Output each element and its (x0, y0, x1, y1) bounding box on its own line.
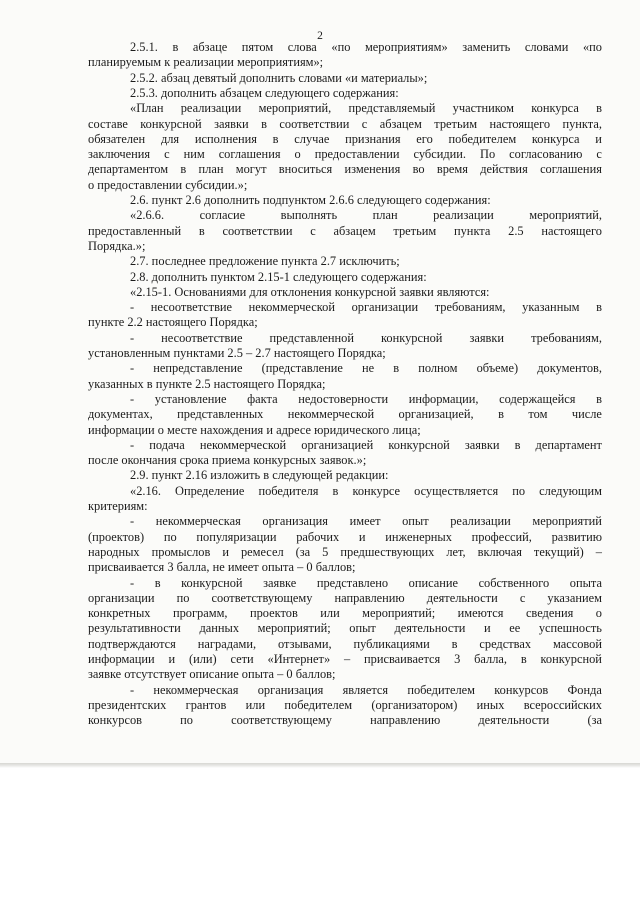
text-word: всероссийских (523, 697, 602, 712)
text-word: популяризации (196, 529, 277, 544)
text-line: после окончания срока приема конкурсных заявок.»; (88, 453, 367, 468)
text-word: выполнять (280, 208, 338, 223)
text-word: некоммерческой (287, 407, 375, 422)
text-word: документах, (88, 407, 153, 422)
text-word: организация (257, 682, 324, 697)
text-line: установленным пунктами 2.5 – 2.7 настоящего Порядка; (88, 346, 386, 360)
text-word: ним (183, 147, 205, 162)
text-word: рабочих (296, 529, 340, 544)
text-word: организацией (301, 437, 374, 452)
text-line: 2.5.3. дополнить абзацем следующего содержания: (130, 85, 399, 100)
text-word: По (480, 147, 496, 162)
text-line (130, 392, 602, 407)
text-word: результативности (88, 621, 181, 636)
text-line (88, 637, 602, 652)
text-word: согласие (199, 208, 246, 223)
text-word: обязателен (88, 131, 146, 146)
text-word: в (451, 636, 458, 651)
text-word: победителя (258, 483, 319, 498)
text-word: народных (88, 544, 140, 559)
text-word: направлению (370, 713, 441, 728)
text-word: по (512, 483, 526, 498)
text-word: объеме) (476, 361, 519, 376)
text-word: настоящего (541, 223, 602, 238)
text-word: текущий) (533, 544, 584, 559)
text-word: недостоверности (298, 391, 389, 406)
text-word: план (372, 208, 398, 223)
text-word: абзацем (333, 223, 376, 238)
text-word: участником (452, 101, 514, 116)
text-word: в (272, 131, 279, 146)
text-word: деятельности (478, 713, 550, 728)
text-line: указанных в пункте 2.5 настоящего Порядка; (88, 376, 326, 391)
text-word: департамент (535, 437, 602, 452)
text-word: требованиям, (531, 330, 602, 345)
text-line (130, 484, 602, 499)
text-word: публикациями (353, 636, 430, 651)
text-word: победителем (284, 697, 353, 712)
text-word: в (596, 391, 602, 406)
text-word: описание (408, 575, 458, 590)
text-line: 2.5.2. абзац девятый дополнить словами «и материалы»; (130, 70, 428, 85)
text-word: реализации (450, 514, 511, 529)
text-word: - (130, 682, 135, 697)
text-word: конкурсов (494, 682, 549, 697)
text-word: проектов (249, 606, 298, 621)
text-word: абзацем (379, 116, 422, 131)
text-word: с (361, 116, 368, 131)
text-line (130, 514, 602, 529)
text-word: том (528, 407, 548, 422)
text-line (130, 361, 602, 376)
text-word: мероприятий, (529, 208, 602, 223)
text-word: о (294, 147, 301, 162)
text-word: в (596, 101, 602, 116)
text-word: время (436, 162, 468, 177)
text-word: заявке (263, 575, 297, 590)
text-word: в (154, 575, 161, 590)
text-word: и (358, 529, 366, 544)
text-word: деятельности (426, 590, 498, 605)
text-word: массовой (552, 636, 602, 651)
text-word: – (343, 652, 351, 666)
text-word: составе (88, 116, 128, 131)
text-word: третьим (393, 223, 437, 238)
text-word: конкретных (88, 606, 151, 621)
text-word: сведения (525, 606, 574, 621)
text-word: грантов (185, 697, 227, 712)
text-word: установление (154, 391, 227, 406)
text-line: Порядка.»; (88, 238, 146, 253)
text-word: конкурса (531, 101, 579, 116)
text-line (88, 132, 602, 147)
text-word: для (160, 131, 180, 146)
text-word: Определение (175, 483, 245, 498)
text-word: осуществляется (414, 483, 499, 498)
text-word: непредставление (153, 361, 243, 376)
text-word: соответствующему (231, 713, 332, 728)
text-line: пункте 2.2 настоящего Порядка; (88, 315, 258, 330)
text-word: - (130, 575, 135, 590)
text-word: опыта (569, 575, 602, 590)
text-word: в (180, 162, 187, 177)
text-line: 2.7. последнее предложение пункта 2.7 исключить; (130, 254, 400, 269)
text-word: случае (294, 131, 330, 146)
text-word: конкурсной (540, 652, 602, 666)
text-word: (проектов) (88, 529, 145, 544)
text-word: сети (230, 652, 254, 666)
text-word: и (484, 621, 491, 636)
text-word: некоммерческая (155, 514, 241, 529)
text-word: несоответствие (161, 330, 243, 345)
text-word: «План (130, 101, 164, 116)
text-line (130, 40, 602, 55)
text-word: пункта (453, 223, 491, 238)
text-word: и (595, 131, 602, 146)
text-word: конкурсе (352, 483, 401, 498)
text-word: требованиям, (434, 300, 506, 315)
text-line (88, 606, 602, 621)
text-word: ремесел (240, 544, 284, 559)
text-line (88, 162, 602, 177)
text-word: некоммерческой (199, 437, 287, 452)
text-word: заключения (88, 147, 151, 162)
text-word: в (514, 437, 521, 452)
text-word: информации, (408, 391, 479, 406)
text-word: данных (199, 621, 240, 636)
text-word: собственного (478, 575, 550, 590)
text-word: 2.5 (508, 223, 524, 238)
text-word: - (130, 437, 135, 452)
text-line: 2.8. дополнить пунктом 2.15-1 следующего содержания: (130, 269, 427, 284)
text-line (88, 652, 602, 667)
text-word: (представление (261, 361, 343, 376)
text-word: средствах (479, 636, 532, 651)
text-word: по (176, 590, 190, 605)
text-word: лет, (446, 544, 466, 559)
text-word: (за (587, 713, 602, 728)
text-word: имеются (457, 606, 504, 621)
text-word: следующим (539, 483, 602, 498)
text-word: слова (287, 40, 317, 54)
text-word: с (310, 223, 316, 238)
text-word: его (416, 131, 433, 146)
text-line: 2.6. пункт 2.6 дополнить подпунктом 2.6.6 следующего содержания: (130, 193, 491, 207)
text-word: некоммерческая (153, 682, 239, 697)
text-word: организация (262, 514, 329, 529)
text-word: мероприятиям» (364, 40, 448, 54)
text-word: и (168, 652, 176, 666)
text-word: мероприятий, (258, 101, 332, 116)
text-word: мероприятий (532, 514, 602, 529)
text-word: или (320, 606, 340, 621)
text-word: подача (149, 437, 185, 452)
text-word: «по (582, 40, 602, 54)
text-line (88, 530, 602, 545)
text-word: присваивается (364, 652, 441, 666)
text-line (88, 713, 602, 728)
text-line (88, 407, 602, 422)
text-word: соответствии (279, 116, 350, 131)
text-word: представленных (177, 407, 264, 422)
text-word: словами (524, 40, 569, 54)
text-word: - (130, 514, 135, 529)
text-word: соответствии (222, 223, 293, 238)
text-word: конкурсной (388, 437, 450, 452)
text-word: соглашения (540, 162, 602, 177)
text-word: организации (88, 590, 155, 605)
text-word: конкурсной (181, 575, 243, 590)
text-word: отзывами, (277, 636, 332, 651)
text-word: реализации (433, 208, 494, 223)
text-line: присваивается 3 балла, не имеет опыта – 0 баллов; (88, 560, 356, 575)
text-word: (организатором) (371, 697, 458, 712)
text-word: указанием (547, 590, 602, 605)
text-word: заявки (464, 437, 500, 452)
text-word: числе (571, 407, 602, 422)
text-word: полном (418, 361, 458, 376)
text-line (130, 300, 602, 315)
text-word: 5 (322, 544, 329, 559)
text-word: в (596, 300, 602, 315)
text-word: предоставленный (88, 223, 182, 238)
text-word: мероприятий; (362, 606, 436, 621)
text-word: могут (235, 162, 267, 177)
text-word: информации (88, 652, 155, 666)
text-line: «2.15-1. Основаниями для отклонения конкурсной заявки являются: (130, 284, 490, 299)
text-word: победителем (407, 682, 476, 697)
text-word: о (595, 606, 602, 621)
text-word: «2.6.6. (130, 208, 165, 223)
text-word: соответствующему (211, 590, 313, 605)
text-word: с (519, 590, 526, 605)
text-line: 2.9. пункт 2.16 изложить в следующей редакции: (130, 468, 389, 483)
text-line (88, 698, 602, 713)
text-word: с (596, 147, 602, 162)
text-word: программ, (172, 606, 228, 621)
text-word: по (180, 713, 193, 728)
text-word: заявки (469, 330, 505, 345)
text-word: пункта, (562, 116, 602, 131)
text-word: в (198, 223, 205, 238)
text-line (88, 147, 602, 162)
text-word: содержащейся (499, 391, 576, 406)
text-word: организации (351, 300, 419, 315)
text-word: направлению (334, 590, 405, 605)
text-word: наградами, (197, 636, 257, 651)
text-word: ее (509, 621, 521, 636)
scan-bottom-edge (0, 763, 640, 768)
text-word: - (130, 330, 135, 345)
text-line (130, 438, 602, 453)
text-word: балла, (474, 652, 507, 666)
text-word: президентских (88, 697, 167, 712)
text-word: в (498, 407, 504, 422)
page-number: 2 (317, 30, 323, 42)
text-word: признания (345, 131, 401, 146)
text-word: конкурсов (88, 713, 142, 728)
text-line (130, 208, 602, 223)
text-word: «Интернет» (267, 652, 331, 666)
text-word: – (595, 544, 602, 559)
text-word: и (222, 544, 229, 559)
text-line (130, 101, 602, 116)
text-word: план (198, 162, 224, 177)
text-line: информации о месте нахождения и адресе юридического лица; (88, 422, 421, 437)
text-line (88, 117, 602, 132)
text-word: конкурсной (140, 116, 202, 131)
text-word: победителем (448, 131, 517, 146)
text-word: или (245, 697, 266, 712)
text-word: имеет (349, 514, 381, 529)
text-word: (или) (188, 652, 217, 666)
text-word: Фонда (567, 682, 602, 697)
text-word: - (130, 300, 135, 315)
text-word: абзаце (192, 40, 228, 54)
text-word: опыт (402, 514, 429, 529)
text-word: (за (295, 544, 311, 559)
text-word: действия (480, 162, 528, 177)
text-word: является (342, 682, 389, 697)
text-line: критериям: (88, 499, 148, 513)
text-word: опыт (349, 621, 376, 636)
text-word: профессий, (471, 529, 532, 544)
text-word: не (362, 361, 375, 376)
text-word: конкурсной (381, 330, 443, 345)
text-word: в (393, 361, 400, 376)
text-word: вноситься (278, 162, 333, 177)
text-word: по (163, 529, 177, 544)
text-word: представлено (316, 575, 389, 590)
text-word: включая (477, 544, 522, 559)
text-line (88, 224, 602, 239)
text-word: предшествующих (340, 544, 435, 559)
text-word: «2.16. (130, 483, 161, 498)
text-word: «по (331, 40, 351, 54)
text-word: заменить (462, 40, 511, 54)
text-word: - (130, 391, 135, 406)
text-word: с (164, 147, 170, 162)
text-word: 3 (454, 652, 461, 666)
text-word: в (261, 116, 267, 131)
text-word: в (520, 652, 527, 666)
text-word: 2.5.1. (130, 40, 158, 54)
text-word: промыслов (151, 544, 211, 559)
text-word: представляемый (348, 101, 436, 116)
text-word: реализации (180, 101, 242, 116)
text-word: подтверждаются (88, 636, 176, 651)
text-word: представленной (269, 330, 354, 345)
text-word: в (172, 40, 179, 54)
text-line: планируемым к реализации мероприятиям»; (88, 55, 324, 70)
text-line: о предоставлении субсидии.»; (88, 177, 248, 192)
text-word: инженерных (385, 529, 452, 544)
text-word: документов, (537, 361, 602, 376)
text-word: развитию (551, 529, 602, 544)
text-word: субсидии. (413, 147, 467, 162)
text-line (88, 591, 602, 606)
text-word: мероприятий; (257, 621, 331, 636)
text-word: департаментом (88, 162, 169, 177)
text-word: предоставлении (314, 147, 400, 162)
text-line (88, 621, 602, 636)
text-word: организацией, (398, 407, 474, 422)
text-word: согласованию (509, 147, 583, 162)
text-word: третьим (434, 116, 478, 131)
text-word: соглашения (218, 147, 281, 162)
text-word: в (332, 483, 339, 498)
text-line: заявке отсутствует описание опыта – 0 баллов; (88, 667, 336, 682)
text-word: исполнения (194, 131, 257, 146)
text-word: изменения (344, 162, 401, 177)
text-word: иных (476, 697, 505, 712)
text-word: пятом (241, 40, 274, 54)
text-word: настоящего (489, 116, 551, 131)
text-word: успешность (538, 621, 602, 636)
text-word: конкурса (531, 131, 580, 146)
text-word: указанным (522, 300, 580, 315)
text-line (130, 683, 602, 698)
text-word: заявки (214, 116, 249, 131)
text-line (130, 331, 602, 346)
text-line (88, 545, 602, 560)
text-line (130, 576, 602, 591)
text-word: факта (247, 391, 278, 406)
text-word: несоответствие (150, 300, 233, 315)
text-word: некоммерческой (248, 300, 335, 315)
text-word: во (412, 162, 425, 177)
text-word: деятельности (394, 621, 466, 636)
text-word: - (130, 361, 135, 376)
